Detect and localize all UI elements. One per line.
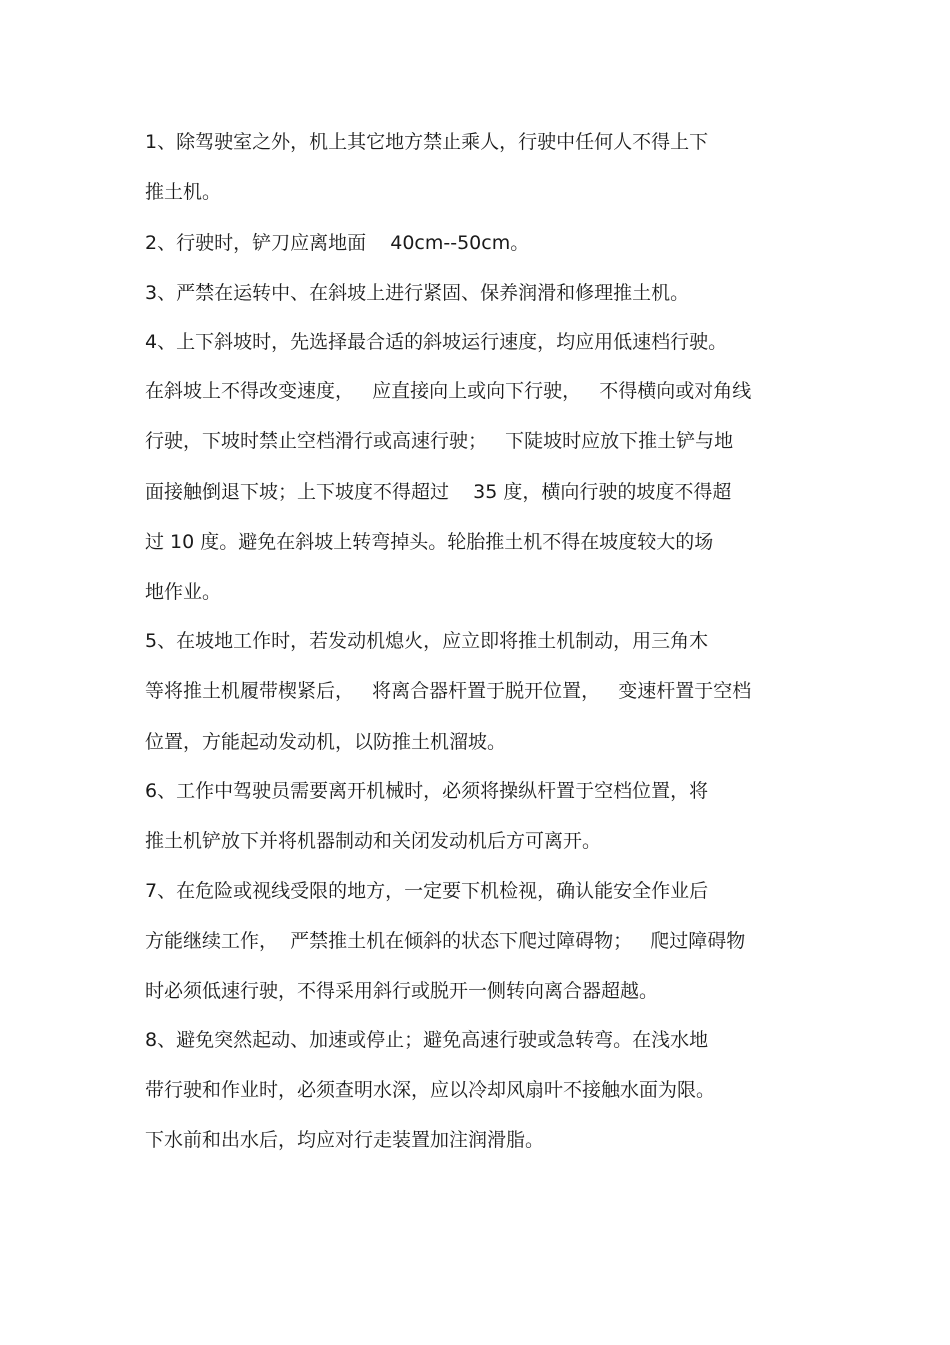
text-line: 1、除驾驶室之外，机上其它地方禁止乘人，行驶中任何人不得上下	[145, 131, 709, 153]
text-line: 推土机。	[145, 181, 222, 203]
text-line: 8、避免突然起动、加速或停止；避免高速行驶或急转弯。在浅水地	[145, 1029, 709, 1051]
text-line: 4、上下斜坡时，先选择最合适的斜坡运行速度，均应用低速档行驶。	[145, 331, 728, 353]
text-line: 推土机铲放下并将机器制动和关闭发动机后方可离开。	[145, 830, 602, 852]
text-line: 等将推土机履带楔紧后， 将离合器杆置于脱开位置， 变速杆置于空档	[145, 680, 752, 702]
text-line: 2、行驶时，铲刀应离地面 40cm--50cm。	[145, 232, 530, 254]
text-line: 在斜坡上不得改变速度， 应直接向上或向下行驶， 不得横向或对角线	[145, 380, 752, 402]
text-line: 过 10 度。避免在斜坡上转弯掉头。轮胎推土机不得在坡度较大的场	[145, 531, 714, 553]
text-line: 7、在危险或视线受限的地方，一定要下机检视，确认能安全作业后	[145, 880, 709, 902]
text-line: 3、严禁在运转中、在斜坡上进行紧固、保养润滑和修理推土机。	[145, 282, 690, 304]
text-line: 面接触倒退下坡；上下坡度不得超过 35 度，横向行驶的坡度不得超	[145, 481, 732, 503]
text-line: 时必须低速行驶，不得采用斜行或脱开一侧转向离合器超越。	[145, 980, 659, 1002]
text-line: 6、工作中驾驶员需要离开机械时，必须将操纵杆置于空档位置，将	[145, 780, 709, 802]
text-line: 方能继续工作， 严禁推土机在倾斜的状态下爬过障碍物； 爬过障碍物	[145, 930, 746, 952]
text-line: 行驶，下坡时禁止空档滑行或高速行驶； 下陡坡时应放下推土铲与地	[145, 430, 734, 452]
text-line: 5、在坡地工作时，若发动机熄火，应立即将推土机制动，用三角木	[145, 630, 709, 652]
text-line: 地作业。	[145, 581, 222, 603]
text-line: 位置，方能起动发动机，以防推土机溜坡。	[145, 731, 507, 753]
text-line: 下水前和出水后，均应对行走装置加注润滑脂。	[145, 1129, 545, 1151]
text-line: 带行驶和作业时，必须查明水深，应以冷却风扇叶不接触水面为限。	[145, 1079, 716, 1101]
